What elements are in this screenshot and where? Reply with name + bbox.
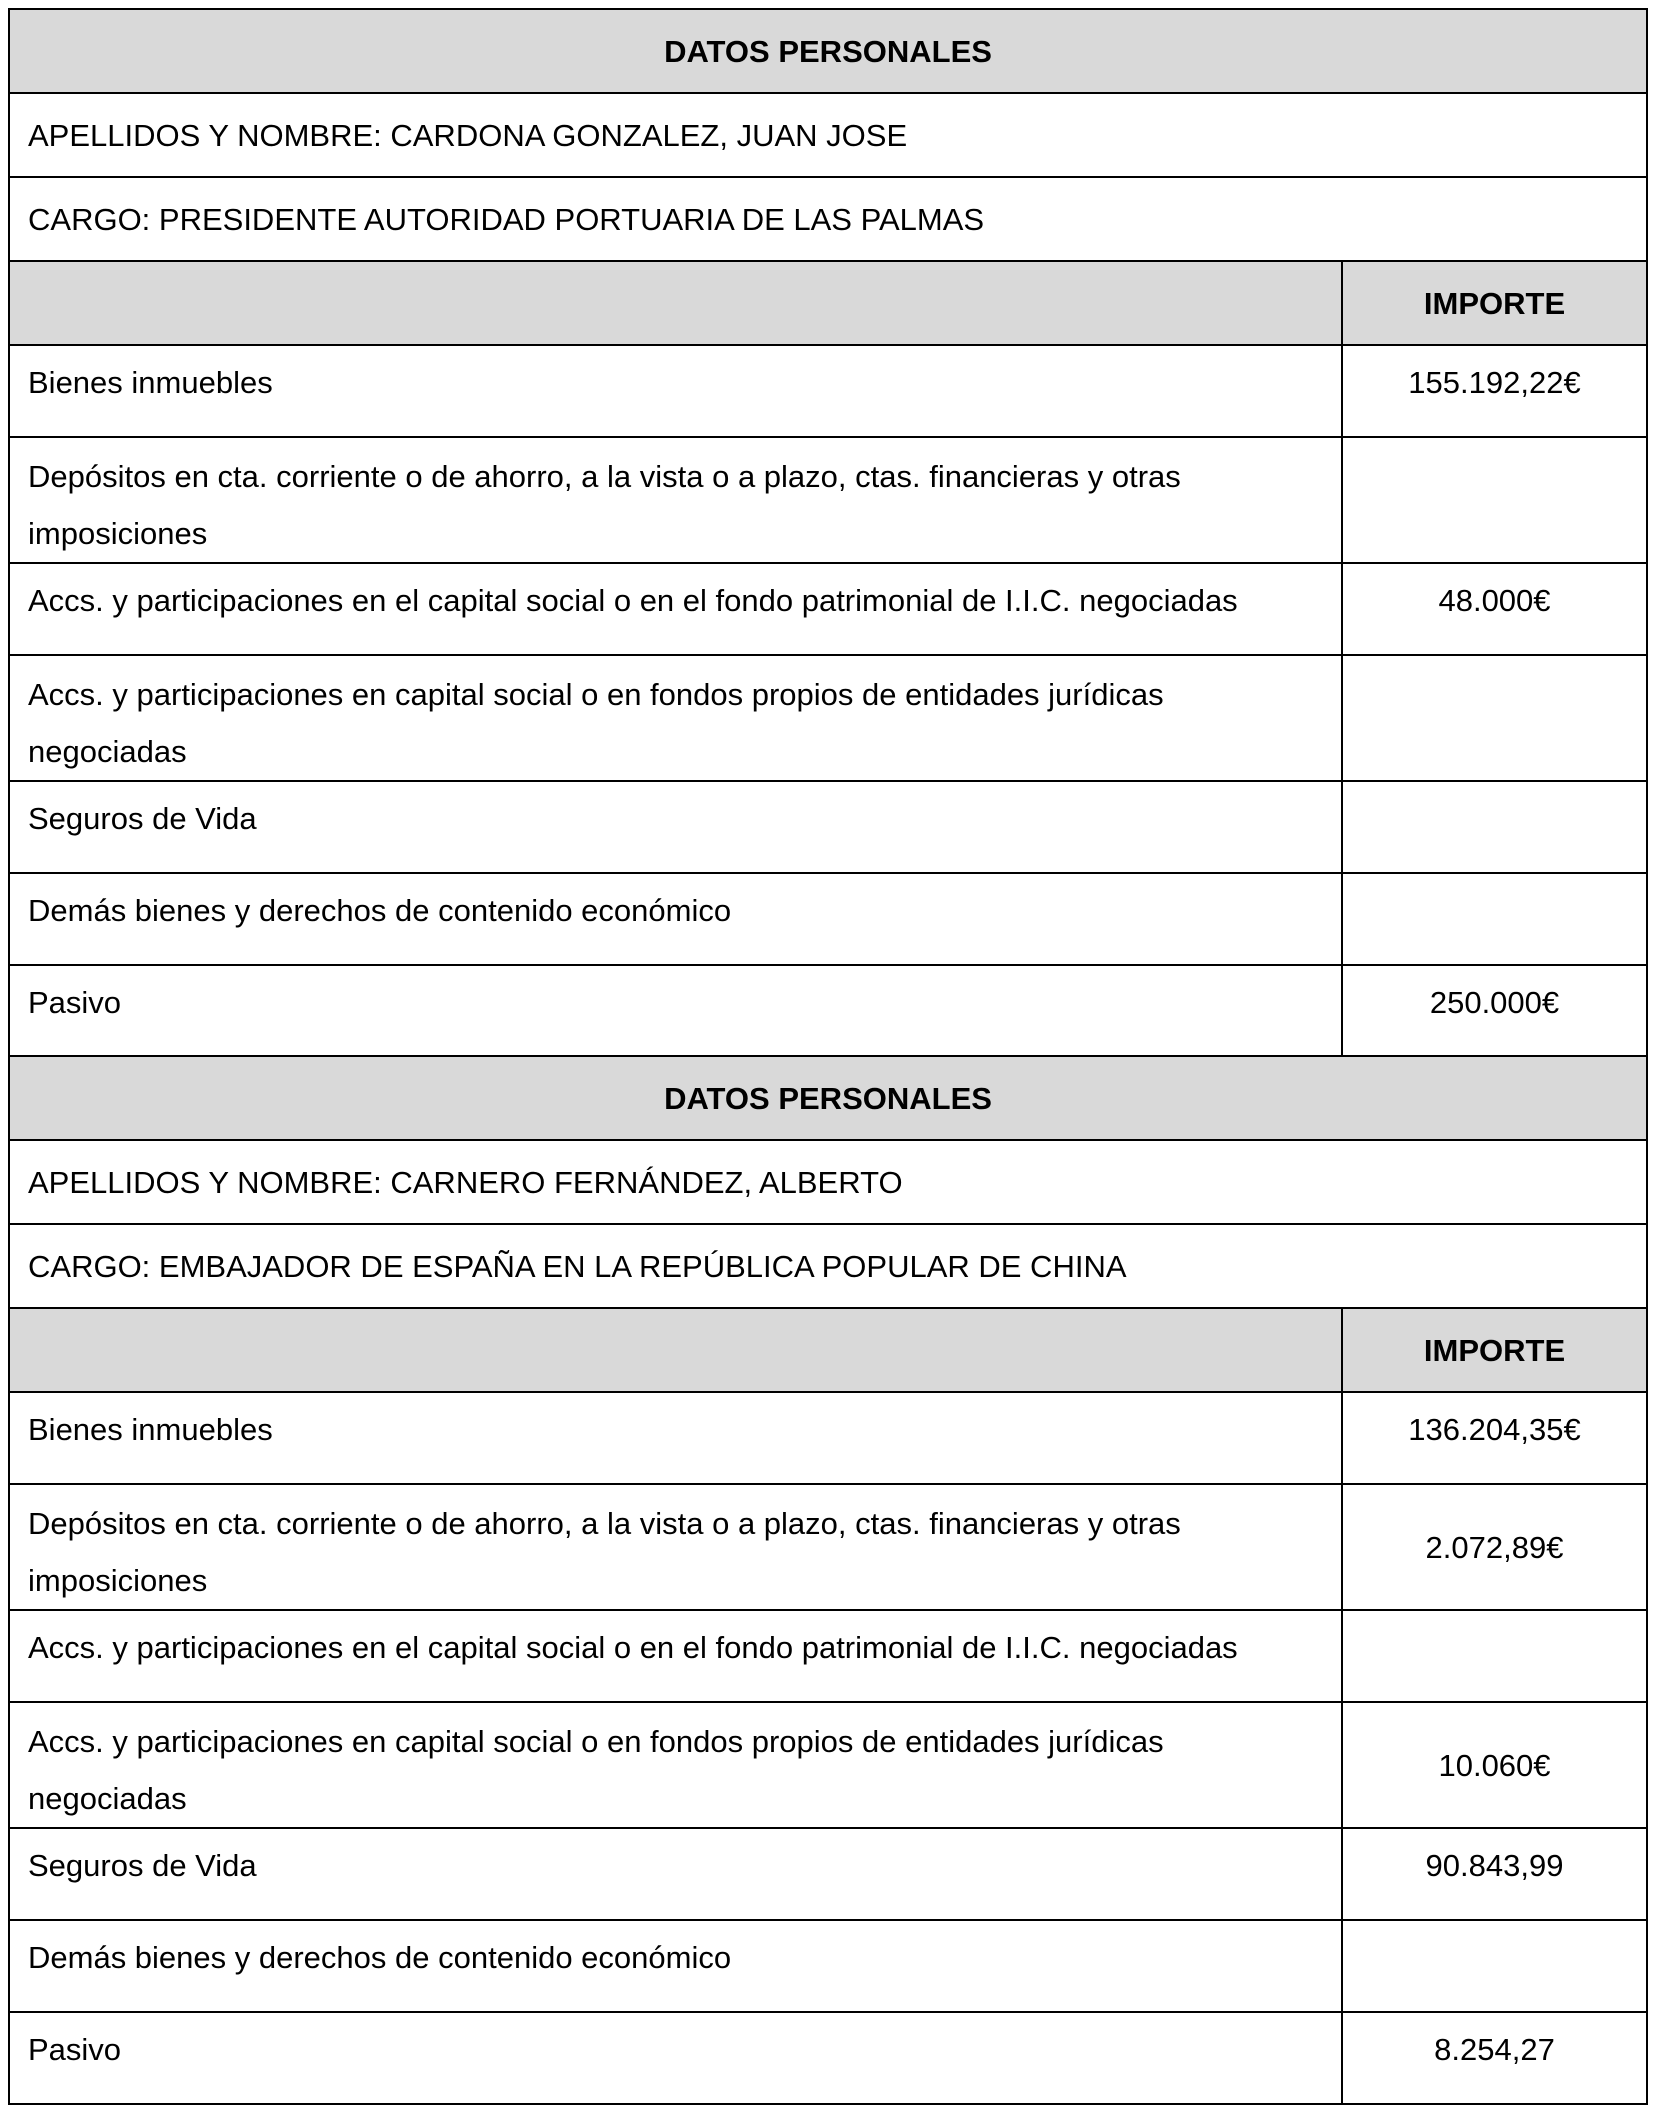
table-row (9, 965, 1647, 1057)
table-row (9, 1702, 1647, 1828)
row-amount: 136.204,35€ (1342, 1392, 1647, 1484)
table-row (9, 1392, 1647, 1484)
row-label: Demás bienes y derechos de contenido económico (9, 1920, 1342, 2012)
declaration-table-1 (8, 8, 1648, 1058)
table-row (9, 345, 1647, 437)
row-label: Accs. y participaciones en capital social o en fondos propios de entidades jurídicas negociadas (9, 1702, 1342, 1828)
name-line: APELLIDOS Y NOMBRE: CARDONA GONZALEZ, JUAN JOSE (9, 93, 1647, 177)
row-label: Bienes inmuebles (9, 345, 1342, 437)
column-header-label (9, 1308, 1342, 1392)
row-amount: 2.072,89€ (1342, 1484, 1647, 1610)
section-title: DATOS PERSONALES (9, 1056, 1647, 1140)
title-row (9, 9, 1647, 93)
row-label: Depósitos en cta. corriente o de ahorro, a la vista o a plazo, ctas. financieras y otras imposiciones (9, 437, 1342, 563)
row-label: Pasivo (9, 2012, 1342, 2104)
row-amount (1342, 437, 1647, 563)
row-label: Bienes inmuebles (9, 1392, 1342, 1484)
column-header-row (9, 1308, 1647, 1392)
row-label: Pasivo (9, 965, 1342, 1057)
row-label: Seguros de Vida (9, 1828, 1342, 1920)
column-header-label (9, 261, 1342, 345)
table-row (9, 1484, 1647, 1610)
table-row (9, 1828, 1647, 1920)
row-amount (1342, 1920, 1647, 2012)
row-label: Demás bienes y derechos de contenido económico (9, 873, 1342, 965)
row-amount (1342, 873, 1647, 965)
row-label: Accs. y participaciones en el capital social o en el fondo patrimonial de I.I.C. negociadas (9, 1610, 1342, 1702)
table-row (9, 437, 1647, 563)
section-title: DATOS PERSONALES (9, 9, 1647, 93)
row-amount: 155.192,22€ (1342, 345, 1647, 437)
row-label: Accs. y participaciones en el capital social o en el fondo patrimonial de I.I.C. negociadas (9, 563, 1342, 655)
name-row (9, 1140, 1647, 1224)
row-amount (1342, 655, 1647, 781)
column-header-amount: IMPORTE (1342, 261, 1647, 345)
table-row (9, 873, 1647, 965)
declaration-table-2 (8, 1055, 1648, 2105)
table-row (9, 1920, 1647, 2012)
row-amount (1342, 1610, 1647, 1702)
cargo-line: CARGO: PRESIDENTE AUTORIDAD PORTUARIA DE LAS PALMAS (9, 177, 1647, 261)
table-row (9, 2012, 1647, 2104)
row-label: Seguros de Vida (9, 781, 1342, 873)
table-row (9, 1610, 1647, 1702)
table-row (9, 655, 1647, 781)
row-amount: 10.060€ (1342, 1702, 1647, 1828)
column-header-amount: IMPORTE (1342, 1308, 1647, 1392)
row-amount: 90.843,99 (1342, 1828, 1647, 1920)
row-label: Depósitos en cta. corriente o de ahorro, a la vista o a plazo, ctas. financieras y otras imposiciones (9, 1484, 1342, 1610)
row-amount: 48.000€ (1342, 563, 1647, 655)
cargo-line: CARGO: EMBAJADOR DE ESPAÑA EN LA REPÚBLICA POPULAR DE CHINA (9, 1224, 1647, 1308)
table-row (9, 781, 1647, 873)
cargo-row (9, 177, 1647, 261)
table-row (9, 563, 1647, 655)
column-header-row (9, 261, 1647, 345)
name-line: APELLIDOS Y NOMBRE: CARNERO FERNÁNDEZ, ALBERTO (9, 1140, 1647, 1224)
cargo-row (9, 1224, 1647, 1308)
row-amount: 8.254,27 (1342, 2012, 1647, 2104)
row-label: Accs. y participaciones en capital social o en fondos propios de entidades jurídicas negociadas (9, 655, 1342, 781)
row-amount: 250.000€ (1342, 965, 1647, 1057)
row-amount (1342, 781, 1647, 873)
title-row (9, 1056, 1647, 1140)
name-row (9, 93, 1647, 177)
